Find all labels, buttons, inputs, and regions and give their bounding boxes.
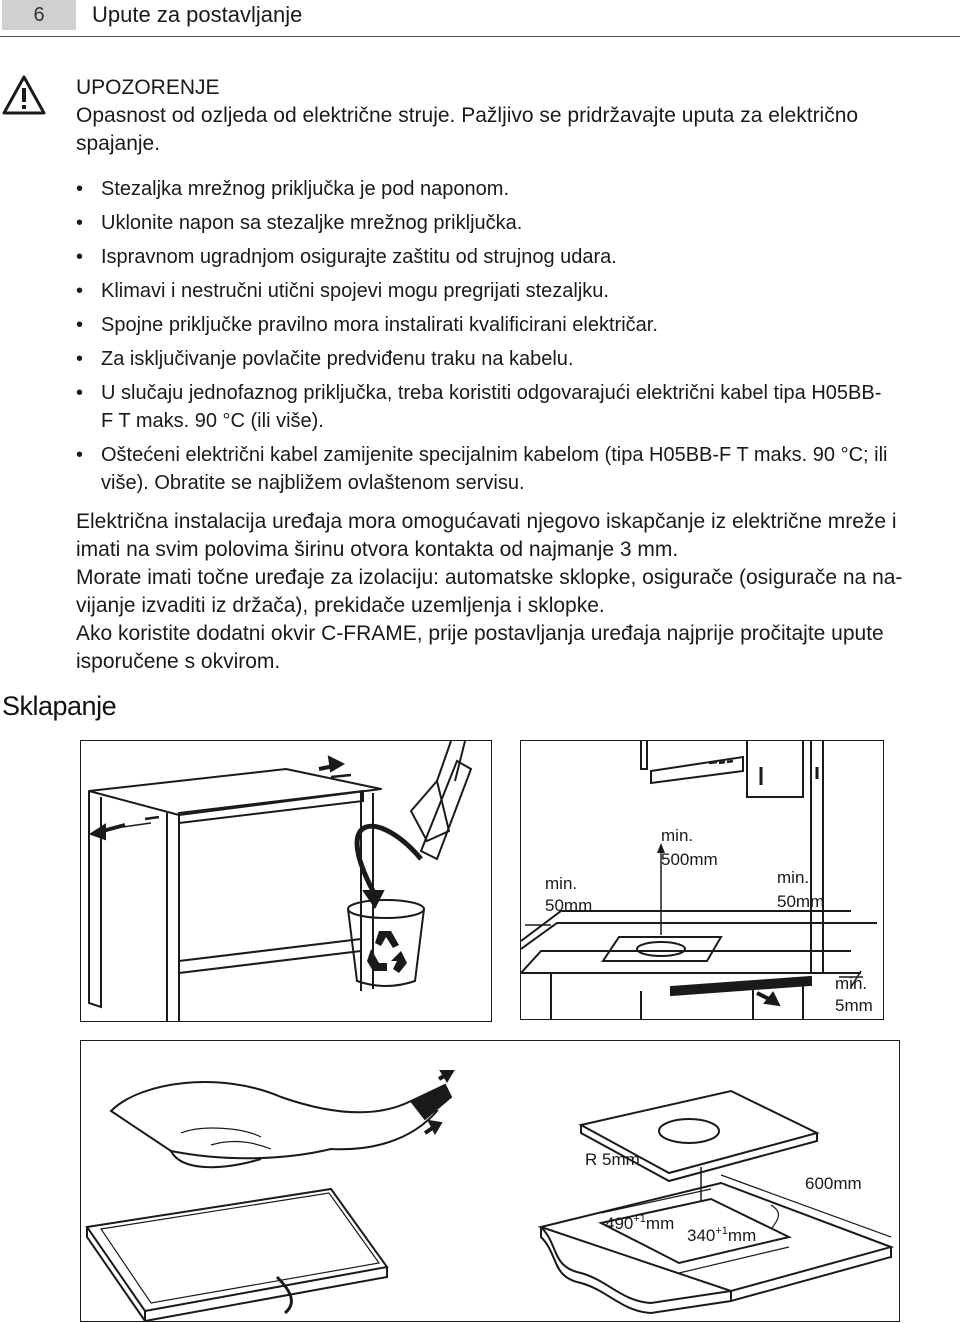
bottom-clearance-label-2: 5mm (835, 996, 873, 1015)
list-item: • Stezaljka mrežnog priključka je pod naponom. (76, 178, 509, 200)
warning-title: UPOZORENJE (76, 76, 220, 99)
header-divider (0, 36, 960, 37)
depth-label: 600mm (805, 1174, 862, 1193)
page-header-title: Upute za postavljanje (92, 2, 303, 27)
radius-label: R 5mm (585, 1150, 640, 1169)
warning-triangle-icon (2, 74, 46, 116)
paragraph-line: Morate imati točne uređaje za izolaciju: automatske sklopke, osigurače (osigurače na na- (76, 566, 903, 589)
list-item: • U slučaju jednofaznog priključka, treba koristiti odgovarajući električni kabel tipa H05BB- F T maks. 90 °C (ili više). (76, 382, 882, 432)
paragraph-line: isporučene s okvirom. (76, 650, 281, 673)
clearance-figure (520, 740, 884, 1020)
recycle-bin-icon (348, 900, 424, 986)
warning-text-line-1: Opasnost od ozljeda od električne struje. Pažljivo se pridržavajte uputa za električno (76, 104, 859, 127)
list-item: • Ispravnom ugradnjom osigurajte zaštitu od strujnog udara. (76, 246, 617, 268)
right-clearance-label-1: min. (777, 868, 810, 887)
cabinet-figure (80, 740, 492, 1022)
section-heading: Sklapanje (2, 691, 117, 721)
paragraph-line: vijanje izvaditi iz držača), prekidače uzemljenja i sklopke. (76, 594, 605, 617)
list-item: • Oštećeni električni kabel zamijenite specijalnim kabelom (tipa H05BB-F T maks. 90 °C; ili više). Obratite se najbližem ovlaštenom servisu. (76, 444, 888, 494)
paragraph-line: imati na svim polovima širinu otvora kontakta od najmanje 3 mm. (76, 538, 679, 561)
list-item: • Za isključivanje povlačite predviđenu traku na kabelu. (76, 348, 574, 370)
left-clearance-label-2: 50mm (545, 896, 593, 915)
cutout-height-label: $340^{+1}mm$ (687, 1225, 757, 1245)
warning-text-line-2: spajanje. (76, 132, 161, 155)
page-header (0, 0, 960, 36)
paragraph-line: Električna instalacija uređaja mora omogućavati njegovo iskapčanje iz električne mreže i (76, 510, 897, 533)
right-clearance-label-2: 50mm (777, 892, 825, 911)
hand-icon (411, 741, 471, 859)
top-clearance-label-1: min. (661, 826, 694, 845)
paragraph-line: Ako koristite dodatni okvir C-FRAME, prije postavljanja uređaja najprije pročitajte upute (76, 622, 884, 645)
list-item: • Uklonite napon sa stezaljke mrežnog priključka. (76, 212, 523, 234)
list-item: • Spojne priključke pravilno mora instalirati kvalificirani električar. (76, 314, 658, 336)
hand-icon (111, 1082, 451, 1167)
bottom-clearance-label-1: min. (835, 974, 868, 993)
safety-bullet-list (76, 175, 956, 503)
page-number: 6 (2, 0, 76, 30)
list-item: • Klimavi i nestručni utični spojevi mogu pregrijati stezaljku. (76, 280, 609, 302)
cutout-width-label: $490^{+1}mm$ (605, 1213, 675, 1233)
top-clearance-label-2: 500mm (661, 850, 718, 869)
left-clearance-label-1: min. (545, 874, 578, 893)
cutout-figure (80, 1040, 900, 1322)
